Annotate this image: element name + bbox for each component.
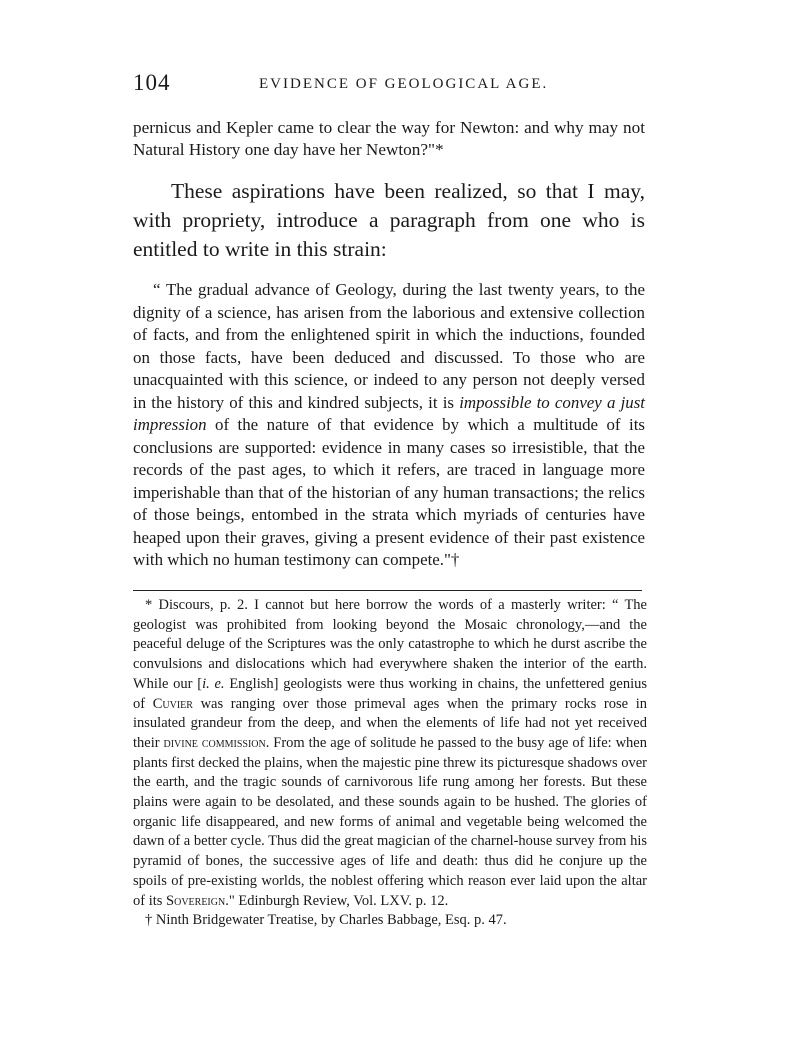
footnote-1 xyxy=(133,596,647,911)
block-quote xyxy=(133,279,645,572)
footnote-1-text-5: ." Edinburgh Review, Vol. LXV. p. 12. xyxy=(225,892,449,909)
footnote-1-sovereign: Sovereign xyxy=(166,892,226,909)
quote-emphasis: impossible to convey a just impression xyxy=(133,392,646,434)
footnote-2: † Ninth Bridgewater Treatise, by Charles Babbage, Esq. p. 47. xyxy=(145,912,507,929)
quote-text-1: “ The gradual advance of Geology, during the last twenty years, to the dignity of a science, has arisen from the laborious and extensive collection of facts, and from the enlightened spirit in which the inductions, founded on those facts, have been deduced and discussed. To those who are unacquainted with this science, or indeed to any person not deeply versed in the history of this and kindred subjects, it is xyxy=(133,280,645,412)
footnotes xyxy=(133,596,647,931)
page-header xyxy=(133,62,643,102)
quote-text-2: of the nature of that evidence by which a multitude of its conclusions are supported: evidence in many cases so irresistible, that the records of the past ages, to which it refers, are traced in language more imperishable than that of the historian of any human transactions; the relics of those beings, entombed in the strata which myriads of centuries have heaped upon their graves, giving a present evidence of their past existence with which no human testimony can compete."† xyxy=(133,415,645,569)
footnote-rule xyxy=(133,590,642,591)
footnote-1-text-3: was ranging over those primeval ages when the primary rocks rose in insulated grandeur from the deep, and when the elements of life had not yet received their xyxy=(133,695,647,751)
lead-paragraph: pernicus and Kepler came to clear the way for Newton: and why may not Natural History one day have her Newton?"* xyxy=(133,118,645,159)
page-number: 104 xyxy=(133,70,171,95)
footnote-1-text-4: . From the age of solitude he passed to the busy age of life: when plants first decked the plains, when the majestic pine threw its picturesque shadows over the earth, and the tragic sounds of carnivorous life rung among her forests. But these plains were again to be desolated, and these sounds again to be hushed. The glories of organic life disappeared, and new forms of animal and vegetable being welcomed the dawn of a better cycle. Thus did the great magician of the charnel-house survey from his pyramid of bones, the successive ages of life and death: thus did he conjure up the spoils of pre-existing worlds, the noblest offering which reason ever laid upon the altar of its xyxy=(133,734,647,909)
footnote-1-text-2: English] geologists were thus working in chains, the unfettered genius of xyxy=(133,675,647,712)
running-head: EVIDENCE OF GEOLOGICAL AGE. xyxy=(259,76,549,92)
footnote-1-ie: i. e. xyxy=(202,675,225,692)
main-paragraph: These aspirations have been realized, so that I may, with propriety, introduce a paragraph from one who is entitled to write in this strain: xyxy=(133,179,645,261)
footnote-1-cuvier: Cuvier xyxy=(152,695,193,712)
footnote-1-text-1: * Discours, p. 2. I cannot but here borrow the words of a masterly writer: “ The geologist was prohibited from looking beyond the Mosaic chronology,—and the peaceful deluge of the Scriptures was the only catastrophe to which he durst ascribe the convulsions and dislocations which had everywhere shaken the interior of the earth. While our [ xyxy=(133,597,647,692)
footnote-1-divine-commission: divine commission xyxy=(163,734,266,751)
